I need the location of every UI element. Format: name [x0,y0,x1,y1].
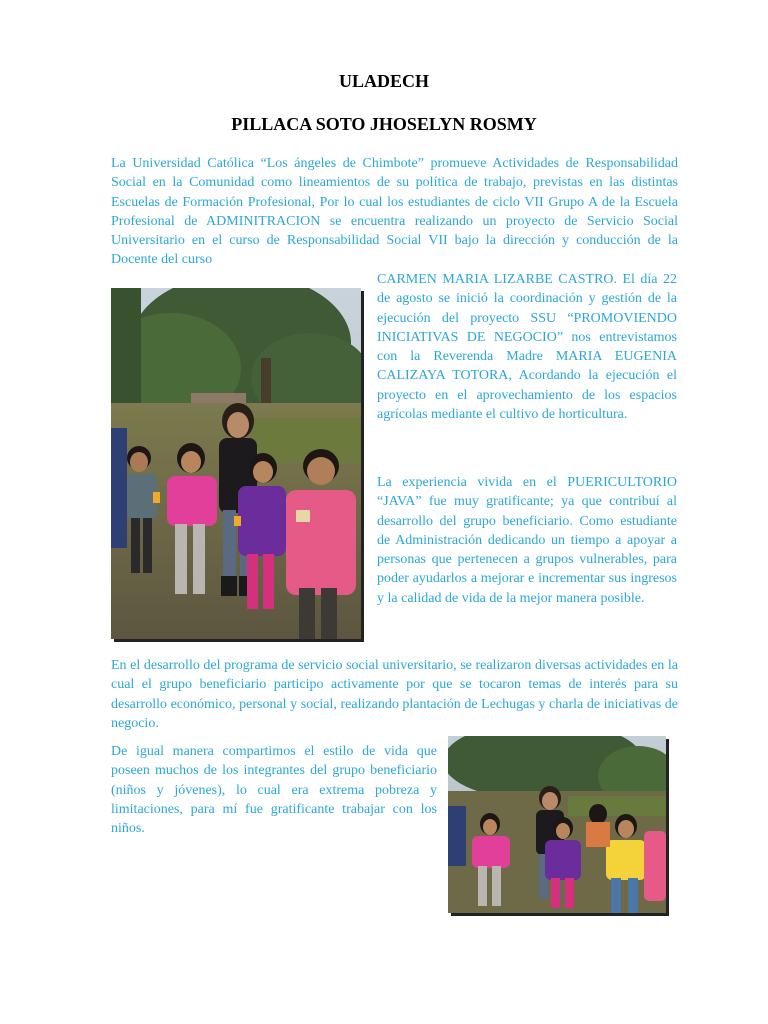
intro-paragraph-continued: CARMEN MARIA LIZARBE CASTRO. El día 22 de agosto se inició la coordinación y gestión de la ejecución del proyecto SSU “PROMOVIENDO INICIATIVAS DE NEGOCIO” nos entrevistamos con la Reverenda Madre MARIA EUGENIA CALIZAYA TOTORA, Acordando la ejecución el proyecto en el aprovechamiento de los espacios agrícolas mediante el cultivo de horticultura. [377,272,677,423]
document-title: ULADECH [338,71,429,91]
group-photo-children [111,288,361,639]
activities-paragraph: En el desarrollo del programa de servicio social universitario, se realizaron diversas actividades en la cual el grupo beneficiario participo activamente por que se tocaron temas de interés para su desarrollo económico, personal y social, realizando plantación de Lechugas y charla de iniciativas de negocio. [111,658,678,731]
group-photo-children-2 [448,736,666,913]
author-name: PILLACA SOTO JHOSELYN ROSMY [231,114,537,134]
lifestyle-paragraph: De igual manera compartimos el estilo de vida que poseen muchos de los integrantes del grupo beneficiario (niños y jóvenes), lo cual era extrema pobreza y limitaciones, para mí fue gratificante trabajar con los niños. [111,744,437,837]
experience-paragraph: La experiencia vivida en el PUERICULTORIO “JAVA” fue muy gratificante; ya que contribuí al desarrollo del grupo beneficiario. Como estudiante de Administración dedicando un tiempo a apoyar a personas que pertenecen a grupos vulnerables, para poder ayudarlos a mejorar e incrementar sus ingresos y la calidad de vida de la mejor manera posible. [377,475,677,606]
intro-paragraph: La Universidad Católica “Los ángeles de Chimbote” promueve Actividades de Responsabilidad Social en la Comunidad como lineamientos de su política de trabajo, previstas en las distintas Escuelas de Formación Profesional, Por lo cual los estudiantes de ciclo VII Grupo A de la Escuela Profesional de ADMINITRACION se encuentra realizando un proyecto de Servicio Social Universitario en el curso de Responsabilidad Social VII bajo la dirección y conducción de la Docente del curso [111,156,678,268]
